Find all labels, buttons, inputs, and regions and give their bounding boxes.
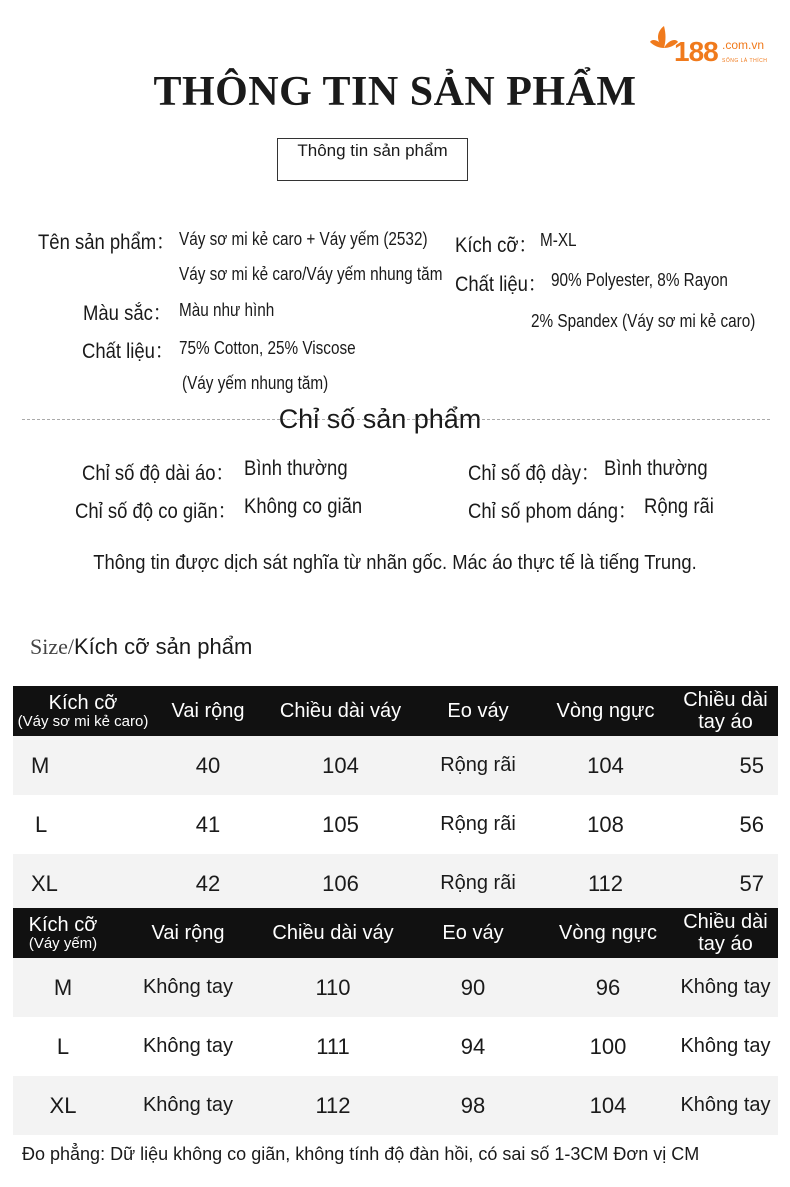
logo-domain: .com.vn	[722, 38, 765, 52]
table-header-row	[13, 908, 778, 958]
page-title: THÔNG TIN SẢN PHẨM	[153, 69, 637, 115]
table-row	[13, 1017, 778, 1076]
cell: L	[56, 1033, 70, 1059]
cell: M	[13, 736, 153, 795]
cell: 41	[195, 811, 221, 837]
cell: XL	[13, 854, 153, 913]
table-row	[13, 958, 778, 1017]
cell: 106	[263, 854, 418, 913]
header-length: Chiều dài váy	[263, 686, 418, 736]
material2-label: Chất liệu：	[455, 273, 547, 296]
cell: Không tay	[673, 1076, 778, 1135]
cell: 104	[543, 1076, 673, 1135]
table-row	[13, 1076, 778, 1135]
cell: 57	[673, 854, 778, 913]
cell: 56	[739, 811, 764, 837]
length-index-label: Chỉ số độ dài áo：	[82, 462, 235, 485]
header-shoulder: Vai rộng	[153, 686, 263, 736]
cell: 55	[673, 736, 778, 795]
section-box-label: Thông tin sản phẩm	[277, 138, 468, 181]
color-value: Màu như hình	[179, 300, 275, 320]
length-index-value: Bình thường	[244, 457, 348, 480]
cell: Rộng rãi	[418, 854, 538, 913]
table-row	[13, 736, 778, 795]
material-note: (Váy yếm nhung tăm)	[182, 373, 329, 393]
table-row	[13, 795, 778, 854]
header-sleeve: Chiều dài tay áo	[673, 908, 778, 958]
material-label: Chất liệu：	[82, 340, 174, 363]
size-heading-vi: Kích cỡ sản phẩm	[74, 634, 253, 659]
cell: 104	[263, 736, 418, 795]
material2-value-2: 2% Spandex (Váy sơ mi kẻ caro)	[531, 311, 756, 331]
cell: 112	[263, 1076, 403, 1135]
header-waist: Eo váy	[403, 908, 543, 958]
index-section-title: Chỉ số sản phẩm	[278, 404, 482, 434]
color-label: Màu sắc：	[83, 302, 172, 325]
header-size-sub: (Váy yếm)	[28, 935, 98, 952]
header-length: Chiều dài váy	[263, 908, 403, 958]
cell: Không tay	[680, 1035, 771, 1057]
product-name-value: Váy sơ mi kẻ caro + Váy yếm (2532)	[179, 229, 428, 249]
cell: Không tay	[113, 958, 263, 1017]
header-shoulder: Vai rộng	[113, 908, 263, 958]
material2-value: 90% Polyester, 8% Rayon	[551, 270, 728, 290]
size-range-value: M-XL	[540, 230, 577, 250]
size-table-shirt-dress	[13, 686, 778, 913]
cell: 98	[403, 1076, 543, 1135]
size-table-overall-dress	[13, 908, 778, 1135]
material-value: 75% Cotton, 25% Viscose	[179, 338, 356, 358]
table-header-row	[13, 686, 778, 736]
cell: Không tay	[673, 958, 778, 1017]
cell: 42	[153, 854, 263, 913]
cell: XL	[13, 1076, 113, 1135]
cell: 108	[587, 811, 624, 837]
stretch-index-label: Chỉ số độ co giãn：	[75, 500, 237, 523]
stretch-index-value: Không co giãn	[244, 495, 363, 518]
size-heading-en: Size/	[30, 634, 74, 659]
size-range-label: Kích cỡ：	[455, 234, 537, 257]
header-size: Kích cỡ (Váy yếm)	[13, 908, 113, 958]
brand-logo	[650, 22, 780, 68]
cell: Không tay	[113, 1076, 263, 1135]
header-waist: Eo váy	[418, 686, 538, 736]
logo-number: 188	[674, 36, 718, 67]
header-size-sub: (Váy sơ mi kẻ caro)	[17, 713, 149, 730]
cell: 110	[263, 958, 403, 1017]
cell: Không tay	[142, 1035, 234, 1057]
thickness-index-value: Bình thường	[604, 457, 708, 480]
logo-tagline: SỐNG LÀ THÍCH	[722, 58, 768, 64]
cell: 104	[538, 736, 673, 795]
product-name-label: Tên sản phẩm：	[38, 231, 175, 254]
cell: M	[13, 958, 113, 1017]
header-chest: Vòng ngực	[543, 908, 673, 958]
header-sleeve: Chiều dài tay áo	[673, 686, 778, 736]
translation-note: Thông tin được dịch sát nghĩa từ nhãn gốc. Mác áo thực tế là tiếng Trung.	[93, 552, 697, 574]
cell: 105	[322, 811, 359, 837]
cell: 90	[403, 958, 543, 1017]
cell: L	[35, 811, 48, 837]
product-name-value-2: Váy sơ mi kẻ caro/Váy yếm nhung tăm	[179, 264, 443, 284]
cell: Rộng rãi	[440, 813, 516, 835]
fit-index-value: Rộng rãi	[644, 495, 714, 518]
cell: 100	[589, 1033, 627, 1059]
cell: 112	[538, 854, 673, 913]
thickness-index-label: Chỉ số độ dày：	[468, 462, 600, 485]
cell: 94	[460, 1033, 486, 1059]
size-heading	[30, 634, 252, 660]
cell: 96	[543, 958, 673, 1017]
cell: Rộng rãi	[418, 736, 538, 795]
fit-index-label: Chỉ số phom dáng：	[468, 500, 637, 523]
header-size: Kích cỡ (Váy sơ mi kẻ caro)	[13, 686, 153, 736]
table-row	[13, 854, 778, 913]
header-chest: Vòng ngực	[538, 686, 673, 736]
cell: 40	[153, 736, 263, 795]
measurement-footer-note: Đo phẳng: Dữ liệu không co giãn, không tính độ đàn hồi, có sai số 1-3CM Đơn vị CM	[22, 1144, 700, 1164]
cell: 111	[316, 1033, 350, 1059]
